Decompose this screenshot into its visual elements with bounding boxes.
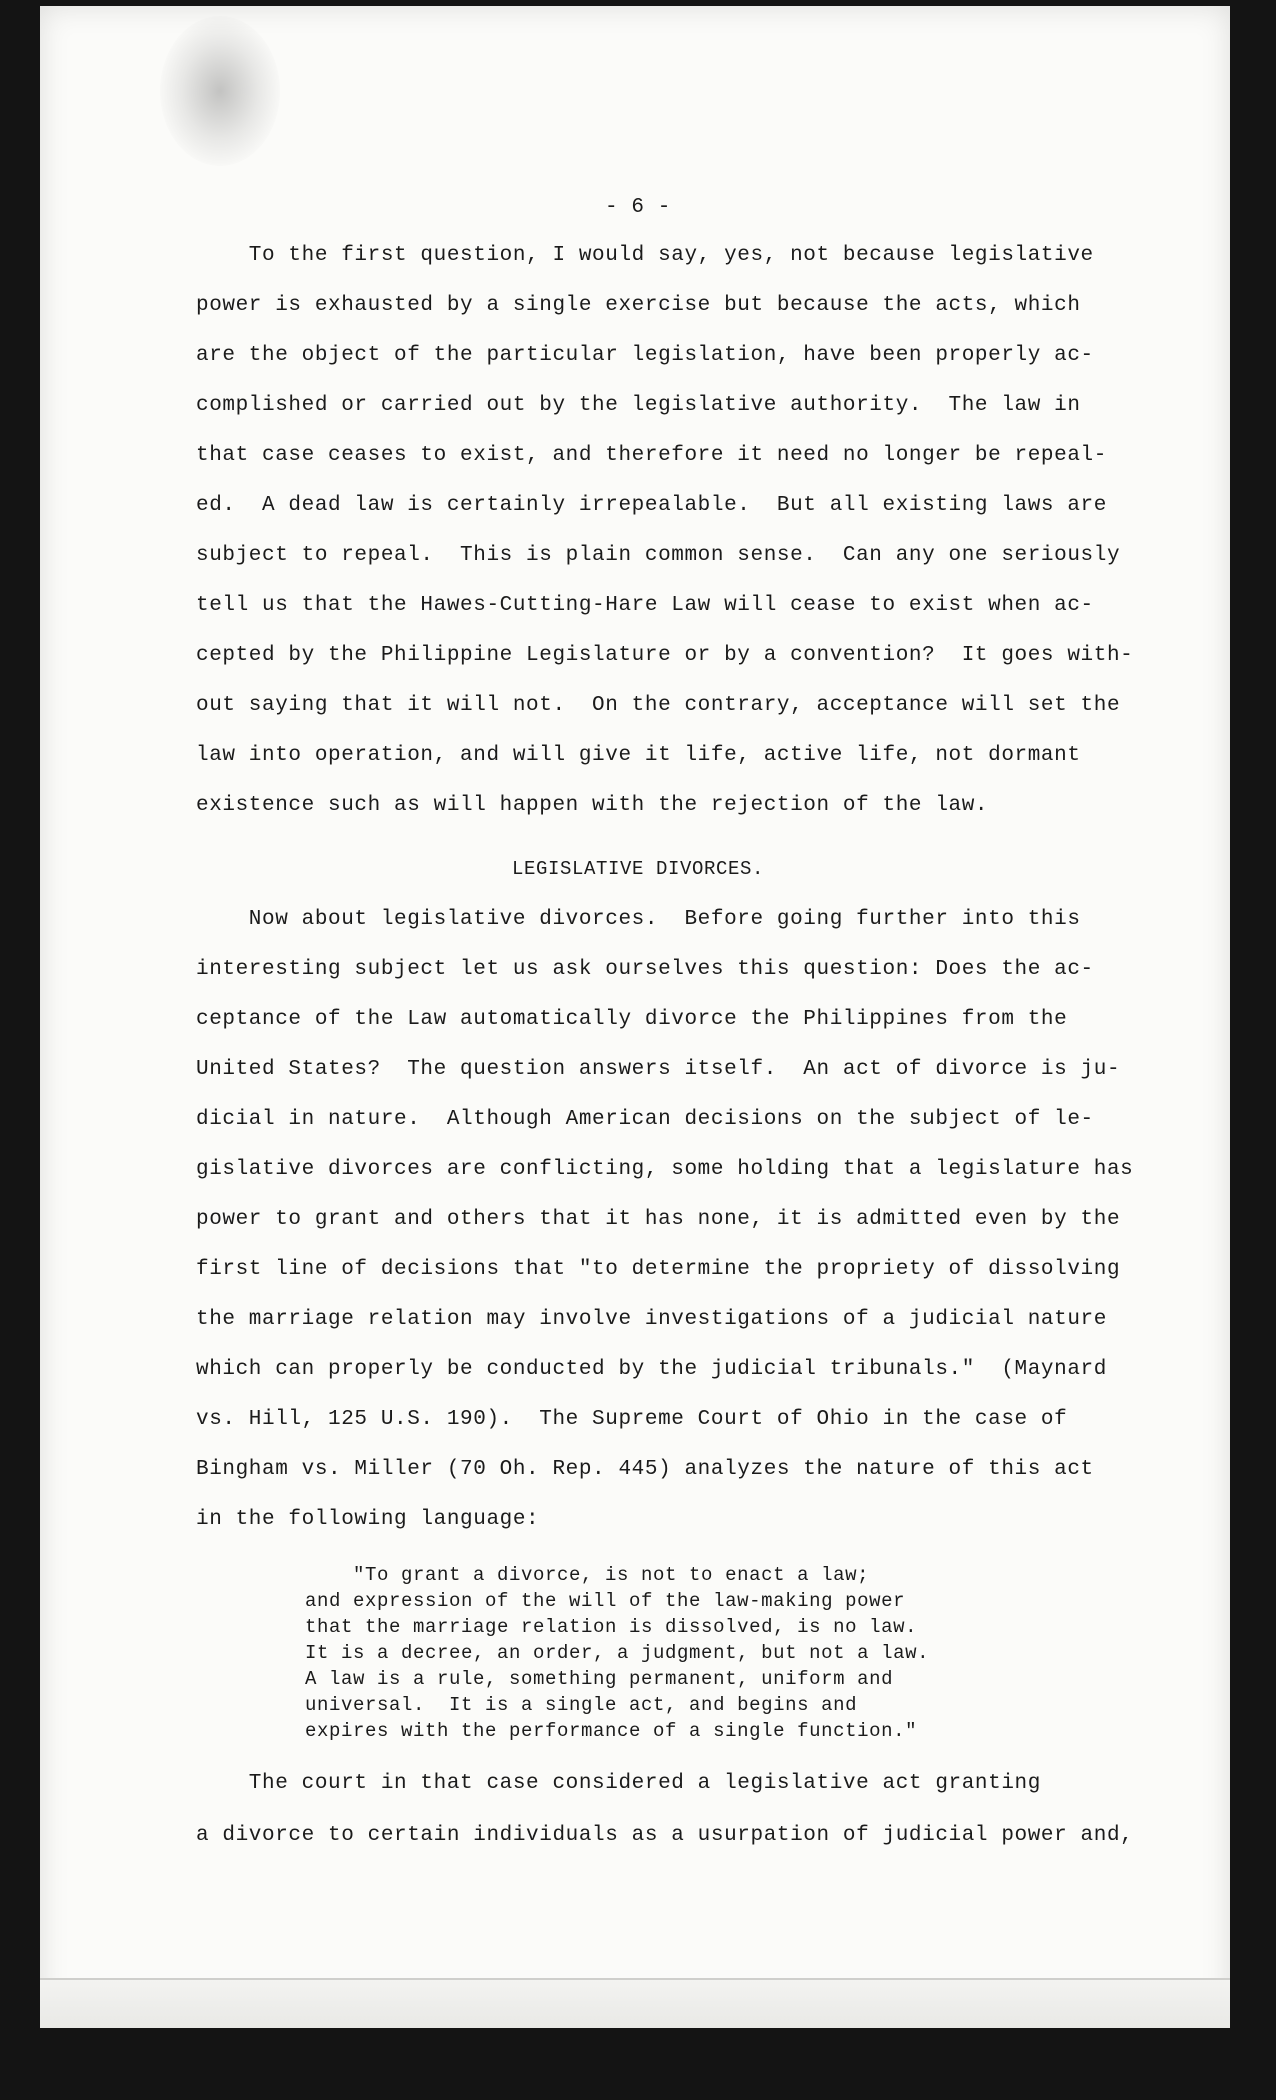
page-number: - 6 - — [604, 196, 671, 219]
paragraph-1-line: subject to repeal. This is plain common sense. Can any one seriously — [196, 544, 1121, 567]
block-quote-line: expires with the performance of a single function." — [305, 1720, 918, 1742]
block-quote-line: and expression of the will of the law-making power — [305, 1590, 906, 1612]
paragraph-2-line: Bingham vs. Miller (70 Oh. Rep. 445) analyzes the nature of this act — [196, 1458, 1094, 1481]
block-quote-line: that the marriage relation is dissolved, is no law. — [305, 1616, 918, 1638]
paragraph-2-line: which can properly be conducted by the judicial tribunals." (Maynard — [196, 1358, 1107, 1381]
paragraph-1-line: out saying that it will not. On the contrary, acceptance will set the — [196, 694, 1121, 717]
paragraph-1-line: law into operation, and will give it life, active life, not dormant — [196, 744, 1081, 767]
paragraph-1-line: ed. A dead law is certainly irrepealable. But all existing laws are — [196, 494, 1107, 517]
block-quote-line: A law is a rule, something permanent, uniform and — [305, 1668, 894, 1690]
block-quote-line: universal. It is a single act, and begins and — [305, 1694, 858, 1716]
paragraph-2-line: power to grant and others that it has none, it is admitted even by the — [196, 1208, 1121, 1231]
paragraph-1-line: complished or carried out by the legislative authority. The law in — [196, 394, 1081, 417]
page-bottom-edge — [40, 1978, 1230, 2028]
paragraph-3-line: a divorce to certain individuals as a usurpation of judicial power and, — [196, 1824, 1134, 1847]
paragraph-2-line: ceptance of the Law automatically divorce the Philippines from the — [196, 1008, 1068, 1031]
paragraph-2-line: first line of decisions that "to determine the propriety of dissolving — [196, 1258, 1121, 1281]
ink-smudge — [160, 16, 280, 166]
paragraph-2-line: Now about legislative divorces. Before going further into this — [196, 908, 1081, 931]
block-quote-line: "To grant a divorce, is not to enact a law; — [305, 1564, 870, 1586]
paragraph-1-line: To the first question, I would say, yes, not because legislative — [196, 244, 1094, 267]
paragraph-2-line: the marriage relation may involve investigations of a judicial nature — [196, 1308, 1107, 1331]
paragraph-1-line: that case ceases to exist, and therefore it need no longer be repeal- — [196, 444, 1107, 467]
paragraph-2-line: interesting subject let us ask ourselves this question: Does the ac- — [196, 958, 1094, 981]
paragraph-1-line: power is exhausted by a single exercise but because the acts, which — [196, 294, 1081, 317]
paragraph-1-line: are the object of the particular legislation, have been properly ac- — [196, 344, 1094, 367]
paragraph-2-line: vs. Hill, 125 U.S. 190). The Supreme Court of Ohio in the case of — [196, 1408, 1068, 1431]
paragraph-2-line: dicial in nature. Although American decisions on the subject of le- — [196, 1108, 1094, 1131]
paragraph-1-line: existence such as will happen with the rejection of the law. — [196, 794, 989, 817]
block-quote-line: It is a decree, an order, a judgment, but not a law. — [305, 1642, 930, 1664]
section-heading: LEGISLATIVE DIVORCES. — [511, 858, 765, 880]
paragraph-2-line: United States? The question answers itself. An act of divorce is ju- — [196, 1058, 1121, 1081]
paragraph-2-line: in the following language: — [196, 1508, 540, 1531]
paragraph-3-line: The court in that case considered a legislative act granting — [196, 1772, 1041, 1795]
paragraph-1-line: tell us that the Hawes-Cutting-Hare Law will cease to exist when ac- — [196, 594, 1094, 617]
paragraph-1-line: cepted by the Philippine Legislature or by a convention? It goes with- — [196, 644, 1134, 667]
paragraph-2-line: gislative divorces are conflicting, some holding that a legislature has — [196, 1158, 1134, 1181]
